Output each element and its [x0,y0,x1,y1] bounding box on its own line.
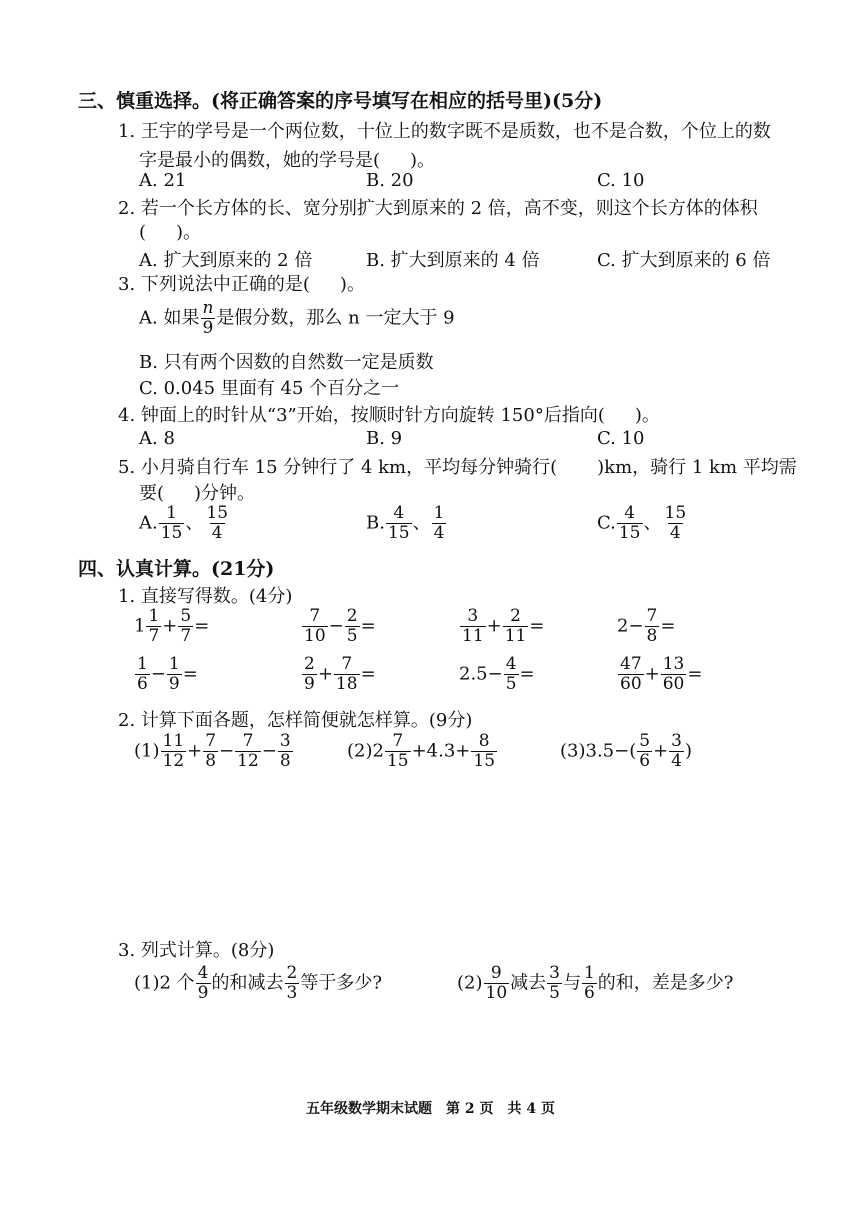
fraction-denominator: 12 [162,751,185,771]
fraction-denominator: 15 [618,523,641,543]
q3-option-a [139,300,455,337]
expression-prefix: 2.5− [459,663,503,685]
fraction-numerator: 1 [166,503,177,523]
fraction-denominator: 5 [346,626,358,646]
fraction-numerator: 1 [148,606,160,626]
expression-label: (3)3.5−( [560,740,637,762]
q1-text-line1: 1. 王宇的学号是一个两位数，十位上的数字既不是质数，也不是合数，个位上的数 [118,121,771,142]
q4-option-a: A. 8 [139,428,175,449]
fraction-denominator: 8 [205,751,217,771]
q1-text-line2 [139,146,435,172]
fraction [618,656,644,693]
equals-sign: = [182,663,198,685]
operator: − [261,740,277,762]
p2-answer-area[interactable] [118,790,738,930]
fraction-numerator: 7 [309,606,321,626]
fraction [204,505,230,542]
fraction [471,733,497,770]
fraction-numerator: 4 [393,503,405,523]
fraction-numerator: 5 [639,731,651,751]
operator: + [187,740,203,762]
equals-sign: = [529,615,545,637]
fraction-numerator: 8 [478,731,490,751]
operator: − [219,740,235,762]
separator: 、 [412,512,431,534]
fraction-denominator: 9 [202,318,214,338]
fraction [302,608,328,645]
operator: + [317,663,333,685]
fraction [663,505,689,542]
fraction [345,608,360,645]
fraction-denominator: 6 [583,983,595,1003]
fraction-numerator: n [202,298,214,318]
fraction [385,733,411,770]
expression-prefix: (2) [457,972,483,994]
fraction-numerator: 15 [664,503,687,523]
fraction [484,965,510,1002]
expression-middle: 减去 [510,972,547,994]
fraction-denominator: 12 [237,751,259,771]
fraction-denominator: 15 [160,523,183,543]
fraction [645,608,660,645]
operator: + [486,615,502,637]
fraction [617,505,643,542]
fraction-numerator: 1 [168,654,180,674]
fraction-denominator: 9 [304,674,315,694]
q1-option-c: C. 10 [597,170,645,191]
fraction-denominator: 3 [286,983,298,1003]
calc-r2-c [459,656,535,693]
fraction-denominator: 11 [462,626,484,646]
fraction-denominator: 10 [304,626,326,646]
operator: + [653,740,669,762]
fraction [196,965,211,1002]
fraction [285,965,300,1002]
expression-prefix: 2− [617,615,644,637]
p3-expr-1 [134,965,382,1002]
fraction-numerator: 2 [304,654,315,674]
fraction-numerator: 13 [662,654,685,674]
page-footer: 五年级数学期末试题 第 2 页 共 4 页 [306,1101,555,1117]
q2-paren-open: ( [139,222,147,243]
fraction [669,733,684,770]
fraction-denominator: 9 [168,674,180,694]
q5-option-c [597,505,689,542]
calc-r2-a [134,656,198,693]
fraction-numerator: 3 [467,606,479,626]
operator: − [328,615,344,637]
fraction [278,733,293,770]
q5-text-line1 [118,453,797,479]
expression-label: (2)2 [347,740,384,762]
p3-expr-2 [457,965,733,1002]
operator: + [162,615,178,637]
calc-r2-b [301,656,376,693]
fraction-numerator: 3 [549,963,560,983]
q2-option-c: C. 扩大到原来的 6 倍 [597,250,771,271]
q1-option-b: B. 20 [366,170,414,191]
fraction-numerator: 2 [346,606,358,626]
p2-expr-1 [134,733,294,770]
whole-number: 1 [134,615,146,637]
section4-heading: 四、认真计算。(21分) [78,558,275,580]
fraction-numerator: 3 [279,731,291,751]
fraction-denominator: 60 [620,674,642,694]
fraction-denominator: 15 [386,751,409,771]
operator: + [644,663,660,685]
q5-option-a [139,505,231,542]
q5-stem-end: )分钟。 [194,483,256,504]
fraction-denominator: 4 [211,523,223,543]
p2-title: 2. 计算下面各题，怎样简便就怎样算。(9分) [118,710,473,731]
fraction [302,656,317,693]
q5-option-b [366,505,447,542]
fraction-denominator: 4 [669,523,681,543]
fraction-denominator: 8 [646,626,658,646]
fraction-numerator: 3 [671,731,682,751]
fraction-denominator: 10 [485,983,508,1003]
equals-sign: = [687,663,703,685]
fraction [159,505,185,542]
calc-r1-c [459,608,544,645]
fraction [135,656,150,693]
q3-option-a-pre: A. 如果 [139,307,200,329]
expression-prefix: (1)2 个 [134,972,195,994]
q5-stem: 5. 小月骑自行车 15 分钟行了 4 km，平均每分钟骑行( [118,457,558,478]
q5-text-line2 [139,479,255,505]
q1-option-a: A. 21 [139,170,187,191]
fraction-numerator: 7 [392,731,404,751]
equals-sign: = [194,615,210,637]
fraction [178,608,193,645]
operator: − [150,663,166,685]
separator: 、 [185,512,204,534]
q3-stem-end: )。 [339,274,365,295]
calc-r1-b [301,608,376,645]
fraction [504,656,519,693]
fraction-n-over-9 [200,300,215,337]
fraction [547,965,562,1002]
fraction-numerator: 1 [433,503,445,523]
q2-paren-close: )。 [176,222,202,243]
fraction-denominator: 7 [148,626,160,646]
fraction-denominator: 15 [473,751,496,771]
fraction-denominator: 5 [549,983,560,1003]
option-label: B. [366,512,385,534]
fraction-numerator: 2 [286,963,298,983]
fraction-numerator: 9 [490,963,502,983]
fraction [661,656,687,693]
fraction-numerator: 7 [205,731,217,751]
q3-option-b: B. 只有两个因数的自然数一定是质数 [139,352,434,373]
fraction-denominator: 6 [137,674,148,694]
fraction [203,733,218,770]
calc-r1-d [617,608,675,645]
q4-option-b: B. 9 [366,428,403,449]
fraction-denominator: 4 [671,751,682,771]
section3-heading: 三、慎重选择。(将正确答案的序号填写在相应的括号里)(5分) [78,90,603,112]
q3-option-a-post: 是假分数，那么 n 一定大于 9 [216,307,455,329]
option-label: A. [139,512,158,534]
fraction-denominator: 7 [180,626,192,646]
fraction-denominator: 18 [335,674,358,694]
fraction-numerator: 1 [583,963,595,983]
fraction [334,656,360,693]
equals-sign: = [360,663,376,685]
expression-label: (1) [134,740,160,762]
q3-option-c: C. 0.045 里面有 45 个百分之一 [139,378,400,399]
fraction [235,733,261,770]
fraction-numerator: 1 [137,654,148,674]
fraction-numerator: 4 [505,654,517,674]
expression-end: ) [684,740,693,762]
fraction-numerator: 7 [341,654,353,674]
calc-r1-a [134,608,209,645]
q1-stem-end: )。 [410,150,436,171]
q4-stem: 4. 钟面上的时针从“3”开始，按顺时针方向旋转 150°后指向( [118,405,605,426]
fraction [460,608,486,645]
separator: 、 [643,512,662,534]
fraction-numerator: 5 [180,606,192,626]
fraction [167,656,182,693]
fraction-numerator: 11 [162,731,185,751]
expression-middle: +4.3+ [411,740,471,762]
fraction-denominator: 8 [279,751,291,771]
fraction [161,733,187,770]
q5-stem-2: 要( [139,483,165,504]
equals-sign: = [660,615,676,637]
fraction-numerator: 47 [620,654,642,674]
q4-stem-end: )。 [634,405,660,426]
expression-middle: 的和减去 [211,972,284,994]
fraction-denominator: 6 [639,751,651,771]
equals-sign: = [360,615,376,637]
fraction-numerator: 15 [206,503,229,523]
p2-expr-2 [347,733,498,770]
fraction-numerator: 2 [510,606,521,626]
q2-option-b: B. 扩大到原来的 4 倍 [366,250,540,271]
fraction [503,608,529,645]
q2-text-line1: 2. 若一个长方体的长、宽分别扩大到原来的 2 倍，高不变，则这个长方体的体积 [118,198,758,219]
option-label: C. [597,512,616,534]
fraction-numerator: 7 [242,731,254,751]
fraction [432,505,447,542]
p2-expr-3 [560,733,692,770]
fraction-denominator: 11 [504,626,527,646]
fraction [146,608,161,645]
expression-suffix: 等于多少? [300,972,382,994]
fraction-numerator: 7 [646,606,658,626]
fraction [386,505,412,542]
fraction-denominator: 15 [387,523,410,543]
q5-stem-mid: )km，骑行 1 km 平均需 [597,457,797,478]
q2-text-line2 [139,218,201,244]
p1-title: 1. 直接写得数。(4分) [118,586,293,607]
q2-option-a: A. 扩大到原来的 2 倍 [139,250,313,271]
fraction-denominator: 60 [662,674,685,694]
q3-stem: 3. 下列说法中正确的是( [118,274,310,295]
fraction-denominator: 9 [197,983,209,1003]
fraction-numerator: 4 [624,503,636,523]
fraction-denominator: 5 [505,674,517,694]
p3-title: 3. 列式计算。(8分) [118,940,275,961]
q4-option-c: C. 10 [597,428,645,449]
q4-text [118,401,660,427]
q3-text [118,270,365,296]
equals-sign: = [519,663,535,685]
fraction-denominator: 4 [433,523,445,543]
fraction-numerator: 4 [197,963,209,983]
fraction [582,965,597,1002]
calc-r2-d [617,656,702,693]
fraction [637,733,652,770]
expression-suffix: 的和，差是多少? [597,972,734,994]
expression-middle-2: 与 [562,972,581,994]
q1-stem: 字是最小的偶数，她的学号是( [139,150,381,171]
